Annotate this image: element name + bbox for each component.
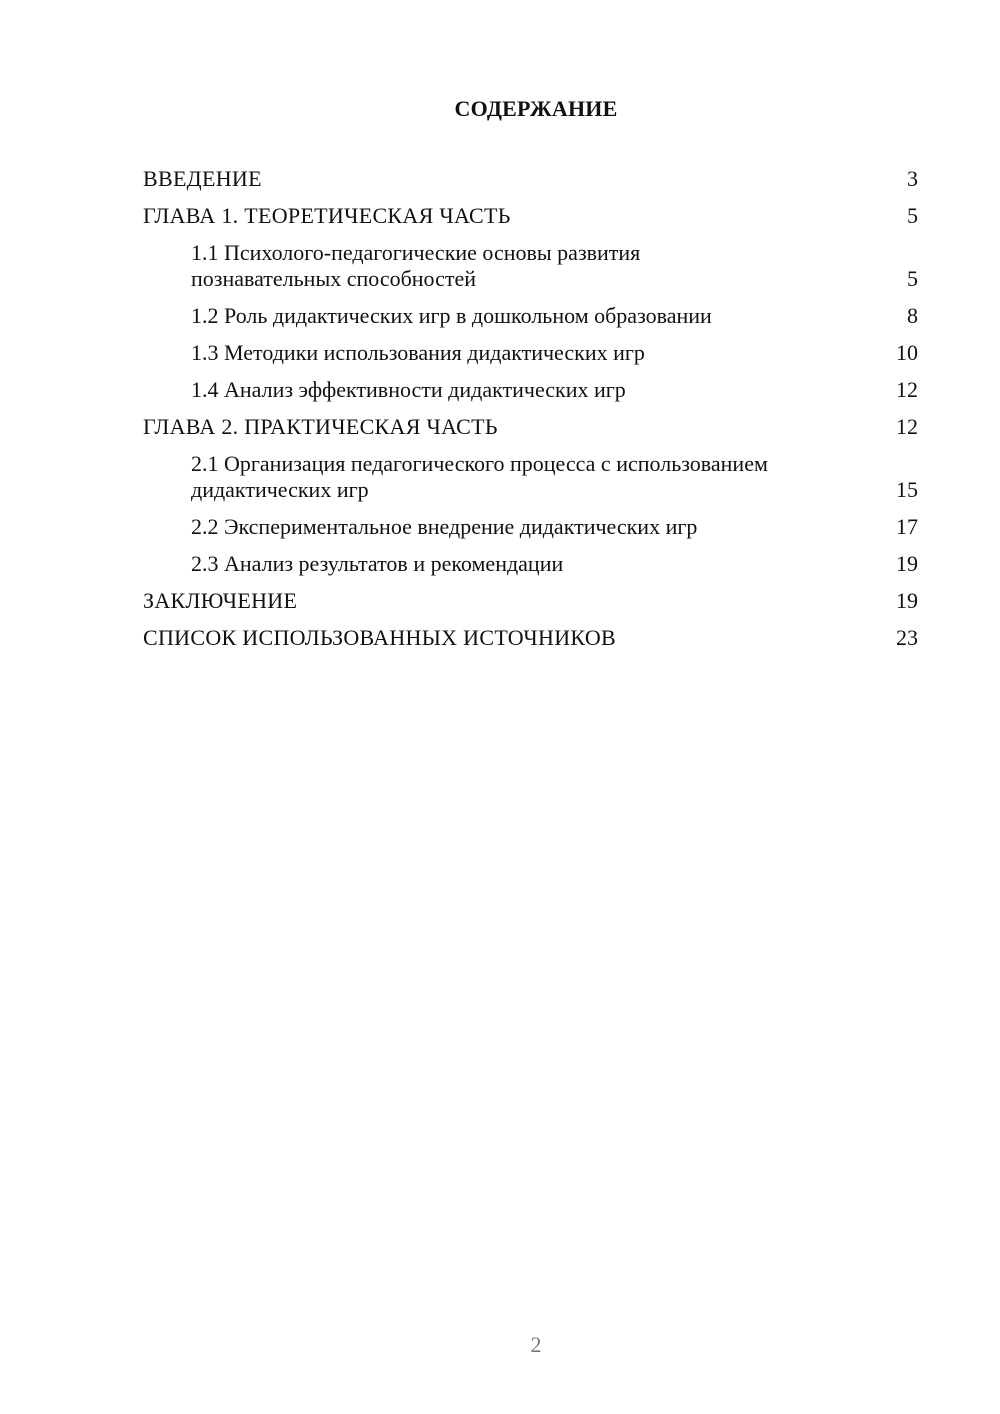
toc-entry-page: 10 [896, 340, 918, 365]
toc-entry-page: 12 [896, 414, 918, 439]
toc-entry-label: 2.3 Анализ результатов и рекомендации [191, 551, 564, 576]
toc-entry-label: 2.1 Организация педагогического процесса с использованием дидактических игр [191, 451, 768, 502]
toc-entry-page: 19 [896, 588, 918, 613]
toc-entry-section-1-1 [143, 240, 918, 292]
toc-entry-label: ВВЕДЕНИЕ [143, 166, 262, 191]
toc-entry-references [143, 625, 918, 651]
toc-entry-section-1-3 [143, 340, 918, 366]
toc-entry-page: 23 [896, 625, 918, 650]
toc-entry-label: СПИСОК ИСПОЛЬЗОВАННЫХ ИСТОЧНИКОВ [143, 625, 616, 650]
toc-entry-section-1-2 [143, 303, 918, 329]
toc-entry-section-2-1 [143, 451, 918, 503]
toc-entry-chapter-1 [143, 203, 918, 229]
toc-entry-chapter-2 [143, 414, 918, 440]
toc-entry-page: 17 [896, 514, 918, 539]
toc-entry-introduction [143, 166, 918, 192]
table-of-contents [143, 166, 918, 662]
toc-entry-page: 5 [907, 203, 918, 228]
toc-entry-page: 3 [907, 166, 918, 191]
toc-entry-section-2-3 [143, 551, 918, 577]
toc-entry-page: 12 [896, 377, 918, 402]
toc-entry-label: ЗАКЛЮЧЕНИЕ [143, 588, 298, 613]
toc-entry-label: 1.2 Роль дидактических игр в дошкольном образовании [191, 303, 712, 328]
toc-entry-label: ГЛАВА 1. ТЕОРЕТИЧЕСКАЯ ЧАСТЬ [143, 203, 511, 228]
toc-entry-label: 1.3 Методики использования дидактических игр [191, 340, 645, 365]
toc-entry-label: ГЛАВА 2. ПРАКТИЧЕСКАЯ ЧАСТЬ [143, 414, 498, 439]
toc-entry-page: 8 [907, 303, 918, 328]
toc-entry-page: 5 [907, 266, 918, 291]
toc-entry-label: 1.4 Анализ эффективности дидактических игр [191, 377, 626, 402]
page-number: 2 [530, 1332, 542, 1357]
toc-title: СОДЕРЖАНИЕ [454, 96, 618, 121]
toc-entry-section-1-4 [143, 377, 918, 403]
toc-entry-conclusion [143, 588, 918, 614]
toc-entry-label: 2.2 Экспериментальное внедрение дидактических игр [191, 514, 698, 539]
toc-entry-label: 1.1 Психолого-педагогические основы развития познавательных способностей [191, 240, 641, 291]
toc-entry-page: 19 [896, 551, 918, 576]
toc-entry-section-2-2 [143, 514, 918, 540]
toc-entry-page: 15 [896, 477, 918, 502]
